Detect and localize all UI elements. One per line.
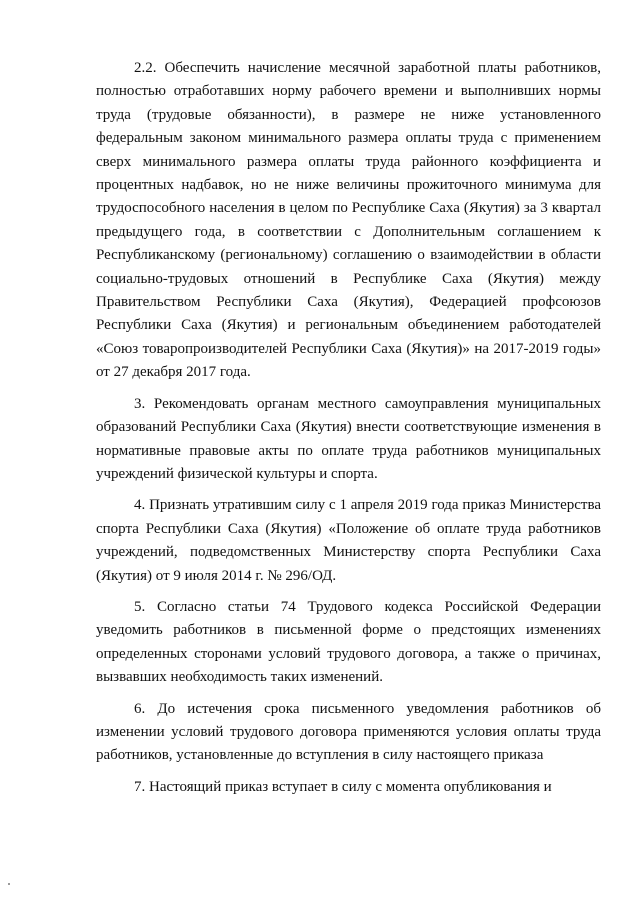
paragraph-7: 7. Настоящий приказ вступает в силу с момента опубликования и: [134, 778, 552, 795]
paragraph-6: 6. До истечения срока письменного уведомления работников об изменении условий трудового договора применяются условия оплаты труда работников, установленные до вступления в силу настоящего приказа: [96, 700, 601, 764]
paragraph-3: 3. Рекомендовать органам местного самоуправления муниципальных образований Республики Саха (Якутия) внести соответствующие изменения в нормативные правовые акты по оплате труда работников муниципальных учреждений физической культуры и спорта.: [96, 395, 601, 482]
document-body: [96, 57, 601, 807]
paragraph-2-2: 2.2. Обеспечить начисление месячной заработной платы работников, полностью отработавших норму рабочего времени и выполнивших нормы труда (трудовые обязанности), в размере не ниже установленного федеральным законом минимального размера оплаты труда с применением сверх минимального размера оплаты труда районного коэффициента и процентных надбавок, но не ниже величины прожиточного минимума для трудоспособного населения в целом по Республике Саха (Якутия) за 3 квартал предыдущего года, в соответствии с Дополнительным соглашением к Республиканскому (региональному) соглашению о взаимодействии в области социально-трудовых отношений в Республике Саха (Якутия) между Правительством Республики Саха (Якутия), Федерацией профсоюзов Республики Саха (Якутия) и региональным объединением работодателей «Союз товаропроизводителей Республики Саха (Якутия)» на 2017-2019 годы» от 27 декабря 2017 года.: [96, 60, 601, 381]
paragraph-5: 5. Согласно статьи 74 Трудового кодекса Российской Федерации уведомить работников в письменной форме о предстоящих изменениях определенных сторонами условий трудового договора, а также о причинах, вызвавших необходимость таких изменений.: [96, 598, 601, 686]
paragraph-4: 4. Признать утратившим силу с 1 апреля 2019 года приказ Министерства спорта Республики Саха (Якутия) «Положение об оплате труда работников учреждений, подведомственных Министерству спорта Республики Саха (Якутия) от 9 июля 2014 г. № 296/ОД.: [96, 497, 601, 584]
scan-speck: [8, 883, 10, 885]
